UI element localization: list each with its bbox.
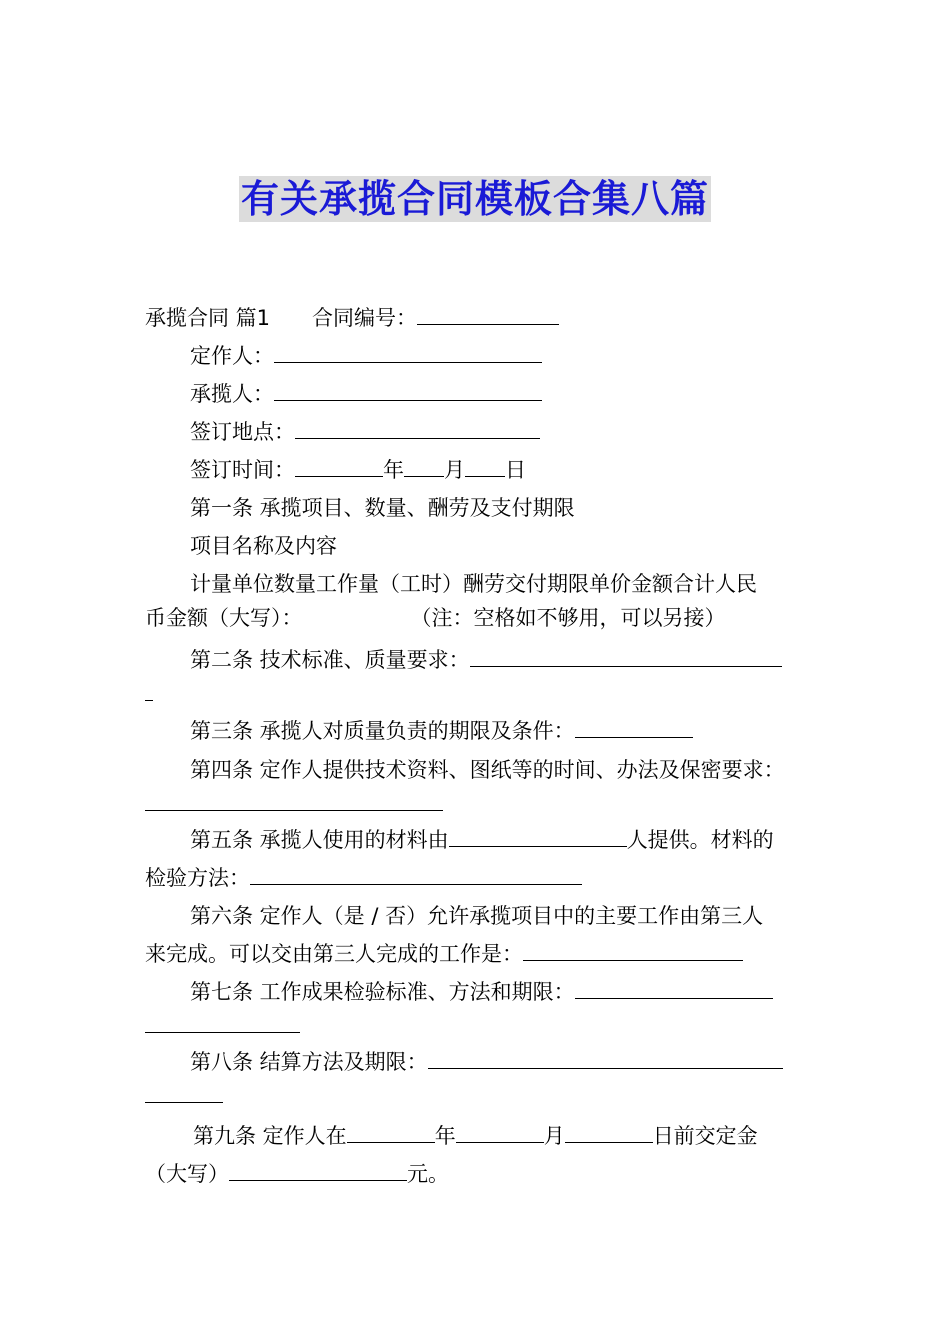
article-9-label: 第九条 定作人在 [193,1124,347,1148]
signing-time-label: 签订时间： [190,458,295,482]
signing-time-line [190,456,526,484]
deposit-month-label: 月 [543,1124,565,1148]
article-8-continuation [145,1082,223,1110]
inspection-method-line [145,864,582,892]
deposit-year-blank [347,1122,435,1143]
document-title: 有关承揽合同模板合集八篇 [240,177,709,221]
inspection-method-label: 检验方法： [145,866,250,890]
article-7-label: 第七条 工作成果检验标准、方法和期限： [190,980,575,1004]
article-7-blank-cont [145,1012,300,1033]
article-4-line: 第四条 定作人提供技术资料、图纸等的时间、办法及保密要求： [190,758,785,782]
signing-day-blank [465,456,505,477]
deposit-day-blank [565,1122,653,1143]
orderer-blank [274,342,542,363]
article-7-blank [575,978,773,999]
signing-place-label: 签订地点： [190,420,295,444]
inspection-method-blank [250,864,582,885]
article-6-label-cont: 来完成。可以交由第三人完成的工作是： [145,942,523,966]
month-label: 月 [444,458,465,482]
material-provider-blank [449,826,627,847]
contractor-line [190,380,542,408]
contractor-blank [274,380,542,401]
article-9-line [193,1122,758,1150]
signing-place-blank [295,418,540,439]
article-2-blank-cont [145,680,153,701]
signing-year-blank [295,456,383,477]
article-2-line [190,646,782,674]
article-5-label-end: 人提供。材料的 [626,828,774,852]
contract-header-line [145,304,559,332]
signing-month-blank [404,456,444,477]
article-4-continuation [145,790,443,818]
article-2-label: 第二条 技术标准、质量要求： [190,648,470,672]
third-party-work-blank [523,940,743,961]
orderer-line [190,342,542,370]
article-8-line [190,1048,783,1076]
article-2-continuation [145,680,153,708]
article-3-label: 第三条 承揽人对质量负责的期限及条件： [190,719,575,743]
contractor-label: 承揽人： [190,382,274,406]
deposit-amount-label: （大写） [145,1162,229,1186]
amount-line [145,604,726,632]
deposit-month-blank [456,1122,544,1143]
day-label: 日 [505,458,526,482]
project-name-line: 项目名称及内容 [190,534,337,558]
contract-number-label: 合同编号： [312,306,418,330]
article-1-heading: 第一条 承揽项目、数量、酬劳及支付期限 [190,496,575,520]
article-8-blank [428,1048,783,1069]
deposit-amount-line [145,1160,449,1188]
contract-section-label: 承揽合同 篇1 [145,306,271,330]
amount-note: （注：空格如不够用，可以另接） [410,606,726,630]
deposit-amount-blank [229,1160,407,1181]
article-3-line [190,717,693,745]
article-7-line [190,978,773,1006]
article-8-label: 第八条 结算方法及期限： [190,1050,428,1074]
year-label: 年 [383,458,404,482]
amount-label: 币金额（大写）： [145,606,303,630]
article-5-label: 第五条 承揽人使用的材料由 [190,828,449,852]
article-2-blank [470,646,782,667]
deposit-day-label: 日前交定金 [652,1124,758,1148]
article-3-blank [575,717,693,738]
article-7-continuation [145,1012,300,1040]
deposit-amount-unit: 元。 [407,1162,449,1186]
article-5-line [190,826,774,854]
contract-number-blank [417,304,559,325]
orderer-label: 定作人： [190,344,274,368]
deposit-year-label: 年 [434,1124,456,1148]
title-container [0,176,950,222]
article-8-blank-cont [145,1082,223,1103]
table-header-line: 计量单位数量工作量（工时）酬劳交付期限单价金额合计人民 [190,572,757,596]
article-6-continuation [145,940,743,968]
signing-place-line [190,418,540,446]
article-6-line: 第六条 定作人（是 / 否）允许承揽项目中的主要工作由第三人 [190,904,764,928]
article-4-blank [145,790,443,811]
